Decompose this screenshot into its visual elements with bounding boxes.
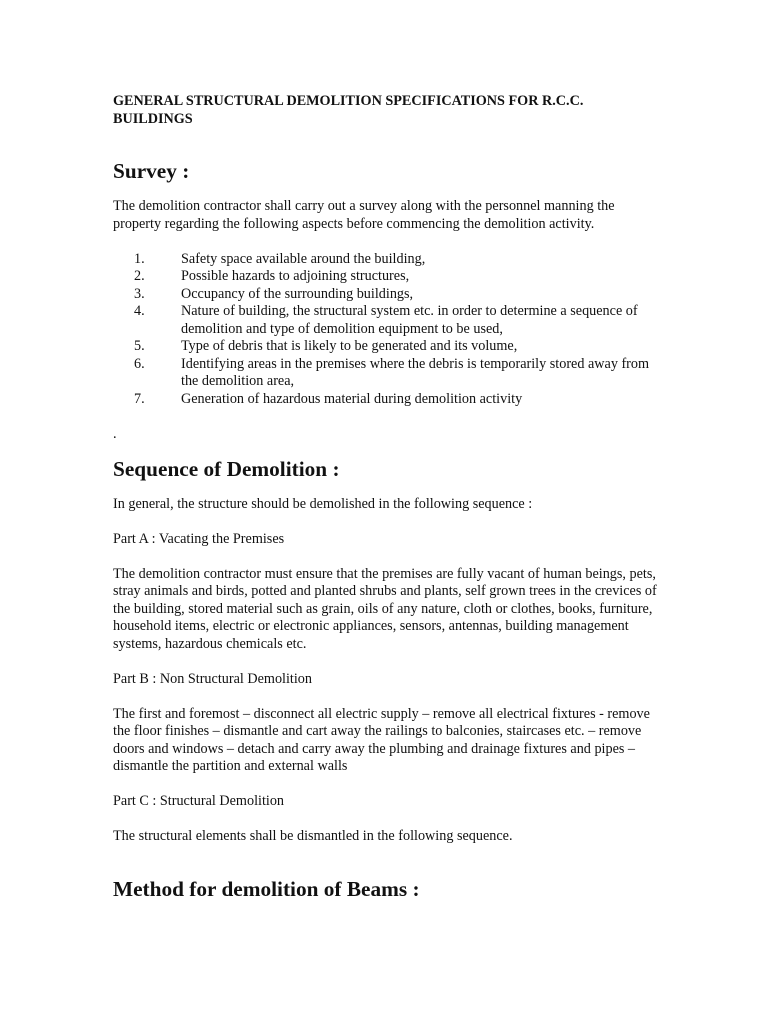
part-a-label: Part A : Vacating the Premises (113, 530, 285, 547)
list-item (113, 251, 658, 269)
list-item-text: Occupancy of the surrounding buildings, (181, 285, 414, 302)
list-item (113, 391, 658, 409)
list-item-text: Nature of building, the structural system etc. in order to determine a sequence of demolition and type of demolition equipment to be used, (181, 303, 638, 337)
part-c-text: The structural elements shall be dismantled in the following sequence. (113, 828, 513, 844)
part-c-label: Part C : Structural Demolition (113, 793, 285, 809)
part-b-text: The first and foremost – disconnect all electric supply – remove all electrical fixtures - remove the floor finishes – dismantle and cart away the railings to balconies, staircases etc. – remove doors and windows – detach and carry away the plumbing and drainage fixtures and pipes – dismantle the partition and external walls (113, 705, 650, 774)
list-item-number: 4. (134, 303, 145, 319)
list-item-number: 6. (134, 355, 145, 372)
list-item-number: 1. (134, 250, 145, 267)
document-title: GENERAL STRUCTURAL DEMOLITION SPECIFICATIONS FOR R.C.C. BUILDINGS (113, 93, 584, 127)
survey-intro: The demolition contractor shall carry out a survey along with the personnel manning the property regarding the following aspects before commencing the demolition activity. (113, 198, 615, 232)
list-item-number: 3. (134, 285, 145, 302)
survey-heading: Survey : (113, 159, 190, 183)
list-item (113, 268, 658, 286)
sequence-intro: In general, the structure should be demolished in the following sequence : (113, 495, 533, 512)
sequence-heading: Sequence of Demolition : (113, 456, 340, 481)
part-b-label: Part B : Non Structural Demolition (113, 670, 312, 687)
list-item-number: 7. (134, 390, 145, 407)
survey-list (113, 251, 658, 409)
list-item (113, 286, 658, 304)
list-item (113, 303, 658, 338)
list-item-number: 5. (134, 338, 145, 354)
list-item-text: Identifying areas in the premises where the debris is temporarily stored away from the demolition area, (181, 355, 650, 389)
list-item (113, 356, 658, 391)
list-item-number: 2. (134, 268, 145, 284)
part-a-text: The demolition contractor must ensure that the premises are fully vacant of human beings, pets, stray animals and birds, potted and planted shrubs and plants, self grown trees in the crevices of the building, stored material such as grain, oils of any nature, cloth or clothes, books, furniture, household items, electric or electronic appliances, sensors, antennas, building management systems, hazardous chemicals etc. (113, 565, 657, 652)
list-item-text: Possible hazards to adjoining structures, (181, 268, 410, 284)
beams-heading: Method for demolition of Beams : (113, 876, 420, 901)
stray-mark: . (113, 425, 117, 442)
list-item (113, 338, 658, 356)
list-item-text: Generation of hazardous material during demolition activity (181, 390, 523, 407)
document-page (113, 93, 658, 901)
list-item-text: Safety space available around the building, (181, 250, 426, 267)
list-item-text: Type of debris that is likely to be generated and its volume, (181, 338, 518, 354)
